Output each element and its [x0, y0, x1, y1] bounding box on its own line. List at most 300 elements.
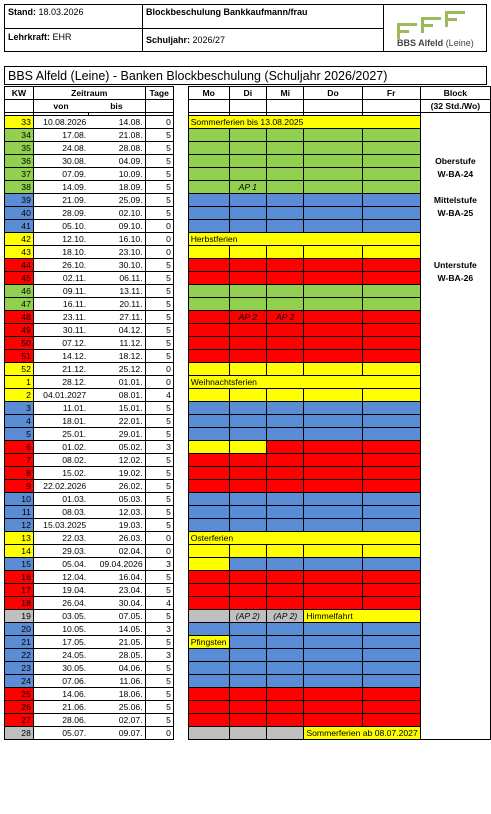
von-cell: 14.09.: [33, 181, 88, 194]
day-cell: [188, 155, 229, 168]
block-cell: [420, 246, 490, 259]
day-cell: [229, 298, 266, 311]
kw-cell: 39: [5, 194, 34, 207]
von-cell: 28.12.: [33, 376, 88, 389]
block-cell: [420, 298, 490, 311]
day-cell: [267, 259, 304, 272]
day-cell: [229, 155, 266, 168]
day-note-cell: Himmelfahrt: [304, 610, 420, 623]
bis-cell: 02.04.: [88, 545, 145, 558]
tage-cell: 5: [145, 714, 173, 727]
bis-cell: 18.12.: [88, 350, 145, 363]
table-row: [5, 363, 491, 376]
day-cell: [229, 493, 266, 506]
day-cell: [362, 571, 420, 584]
tage-cell: 5: [145, 168, 173, 181]
separator: [173, 727, 188, 740]
day-cell: [229, 584, 266, 597]
day-cell: [304, 246, 362, 259]
day-cell: [188, 623, 229, 636]
table-row: [5, 493, 491, 506]
separator: [173, 116, 188, 129]
separator: [173, 623, 188, 636]
day-cell: [188, 558, 229, 571]
day-cell: [304, 597, 362, 610]
kw-cell: 13: [5, 532, 34, 545]
von-cell: 23.11.: [33, 311, 88, 324]
table-row: [5, 701, 491, 714]
stand-label: Stand:: [8, 7, 36, 17]
block-cell: [420, 545, 490, 558]
von-cell: 07.09.: [33, 168, 88, 181]
tage-cell: 0: [145, 233, 173, 246]
block-cell: [420, 727, 490, 740]
bis-cell: 25.06.: [88, 701, 145, 714]
page-title: BBS Alfeld (Leine) - Banken Blockbeschulung (Schuljahr 2026/2027): [4, 66, 487, 85]
kw-cell: 25: [5, 688, 34, 701]
von-cell: 17.08.: [33, 129, 88, 142]
day-cell: [229, 701, 266, 714]
day-cell: [362, 363, 420, 376]
day-note-cell: Weihnachtsferien: [188, 376, 420, 389]
day-cell: [362, 402, 420, 415]
table-row: [5, 480, 491, 493]
block-cell: [420, 402, 490, 415]
bis-cell: 27.11.: [88, 311, 145, 324]
block-code-unterstufe: W-BA-26: [420, 272, 490, 285]
day-cell: [267, 142, 304, 155]
day-cell: [188, 337, 229, 350]
day-cell: [229, 389, 266, 402]
header-kw: KW: [5, 87, 34, 100]
tage-cell: 3: [145, 623, 173, 636]
tage-cell: 5: [145, 454, 173, 467]
day-cell: [267, 402, 304, 415]
bis-cell: 07.05.: [88, 610, 145, 623]
day-cell: [362, 636, 420, 649]
table-row: [5, 220, 491, 233]
day-cell: [188, 363, 229, 376]
day-cell: [267, 181, 304, 194]
kw-cell: 3: [5, 402, 34, 415]
day-cell: [362, 649, 420, 662]
day-cell: [229, 649, 266, 662]
separator: [173, 155, 188, 168]
separator: [173, 246, 188, 259]
separator: [173, 194, 188, 207]
bis-cell: 10.09.: [88, 168, 145, 181]
day-cell: [188, 571, 229, 584]
table-row: [5, 155, 491, 168]
day-cell: [304, 285, 362, 298]
day-cell: [304, 506, 362, 519]
table-row: [5, 597, 491, 610]
day-cell: [362, 519, 420, 532]
day-cell: [229, 714, 266, 727]
block-cell: [420, 142, 490, 155]
block-cell: [420, 701, 490, 714]
day-cell: [229, 506, 266, 519]
day-cell: [188, 506, 229, 519]
block-cell: [420, 649, 490, 662]
von-cell: 22.03.: [33, 532, 88, 545]
day-cell: [304, 168, 362, 181]
tage-cell: 5: [145, 155, 173, 168]
bis-cell: 09.07.: [88, 727, 145, 740]
day-cell: [188, 610, 229, 623]
day-cell: [188, 441, 229, 454]
von-cell: 18.01.: [33, 415, 88, 428]
day-cell: [188, 545, 229, 558]
school-logo: [391, 7, 487, 51]
day-cell: [304, 714, 362, 727]
separator: [173, 389, 188, 402]
table-row: [5, 285, 491, 298]
kw-cell: 18: [5, 597, 34, 610]
header-kw-empty: [5, 100, 34, 113]
day-cell: [267, 389, 304, 402]
day-cell: [362, 142, 420, 155]
day-cell: [304, 662, 362, 675]
separator: [173, 636, 188, 649]
von-cell: 10.05.: [33, 623, 88, 636]
block-cell: [420, 662, 490, 675]
von-cell: 30.08.: [33, 155, 88, 168]
kw-cell: 2: [5, 389, 34, 402]
von-cell: 24.08.: [33, 142, 88, 155]
day-cell: [362, 324, 420, 337]
kw-cell: 27: [5, 714, 34, 727]
day-cell: [267, 298, 304, 311]
day-cell: [267, 727, 304, 740]
von-cell: 17.05.: [33, 636, 88, 649]
day-cell: [229, 571, 266, 584]
separator: [173, 649, 188, 662]
header-day-0: Mo: [188, 87, 229, 100]
kw-cell: 17: [5, 584, 34, 597]
von-cell: 01.02.: [33, 441, 88, 454]
kw-cell: 37: [5, 168, 34, 181]
day-cell: [229, 480, 266, 493]
separator: [173, 363, 188, 376]
von-cell: 22.02.2026: [33, 480, 88, 493]
day-cell: [188, 272, 229, 285]
separator: [173, 571, 188, 584]
bis-cell: 29.01.: [88, 428, 145, 441]
day-cell: [267, 701, 304, 714]
lehrkraft-value: EHR: [52, 32, 72, 42]
separator: [173, 506, 188, 519]
day-note-cell: Pfingsten: [188, 636, 229, 649]
day-cell: [267, 506, 304, 519]
day-cell: [188, 142, 229, 155]
table-row: [5, 623, 491, 636]
table-row: [5, 519, 491, 532]
bis-cell: 30.04.: [88, 597, 145, 610]
kw-cell: 22: [5, 649, 34, 662]
tage-cell: 5: [145, 402, 173, 415]
header-day-empty: [229, 100, 266, 113]
tage-cell: 5: [145, 181, 173, 194]
separator: [173, 233, 188, 246]
day-cell: [188, 129, 229, 142]
von-cell: 21.12.: [33, 363, 88, 376]
day-cell: [229, 428, 266, 441]
day-cell: [304, 363, 362, 376]
bis-cell: 18.09.: [88, 181, 145, 194]
day-cell: [267, 363, 304, 376]
header-block: Block: [420, 87, 490, 100]
day-cell: [304, 415, 362, 428]
block-cell: [420, 441, 490, 454]
document-header: [4, 4, 487, 52]
kw-cell: 1: [5, 376, 34, 389]
table-row: [5, 233, 491, 246]
block-cell: [420, 311, 490, 324]
table-row: [5, 350, 491, 363]
block-cell: [420, 181, 490, 194]
table-row: [5, 610, 491, 623]
day-cell: [304, 259, 362, 272]
kw-cell: 19: [5, 610, 34, 623]
separator: [173, 168, 188, 181]
block-cell: [420, 454, 490, 467]
day-cell: [229, 636, 266, 649]
tage-cell: 4: [145, 389, 173, 402]
table-row: [5, 675, 491, 688]
lehrkraft: [8, 32, 72, 42]
separator: [173, 701, 188, 714]
day-cell: [362, 675, 420, 688]
table-row: [5, 337, 491, 350]
von-cell: 14.06.: [33, 688, 88, 701]
day-cell: [362, 480, 420, 493]
tage-cell: 5: [145, 610, 173, 623]
header-day-empty: [362, 100, 420, 113]
bis-cell: 18.06.: [88, 688, 145, 701]
tage-cell: 5: [145, 285, 173, 298]
separator: [173, 350, 188, 363]
day-cell: [267, 493, 304, 506]
day-cell: [267, 480, 304, 493]
table-row: [5, 467, 491, 480]
von-cell: 18.10.: [33, 246, 88, 259]
tage-cell: 0: [145, 532, 173, 545]
tage-cell: 5: [145, 701, 173, 714]
separator: [173, 519, 188, 532]
kw-cell: 4: [5, 415, 34, 428]
tage-cell: 5: [145, 415, 173, 428]
separator: [173, 454, 188, 467]
block-cell: [420, 636, 490, 649]
bis-cell: 19.02.: [88, 467, 145, 480]
day-cell: [229, 207, 266, 220]
day-cell: [362, 454, 420, 467]
day-cell: [362, 415, 420, 428]
kw-cell: 34: [5, 129, 34, 142]
schedule-table: [4, 86, 491, 740]
day-cell: [304, 454, 362, 467]
von-cell: 15.02.: [33, 467, 88, 480]
day-cell: [229, 142, 266, 155]
day-cell: [229, 363, 266, 376]
von-cell: 25.01.: [33, 428, 88, 441]
von-cell: 05.10.: [33, 220, 88, 233]
day-cell: [188, 194, 229, 207]
tage-cell: 5: [145, 636, 173, 649]
day-cell: [362, 714, 420, 727]
day-cell: [188, 324, 229, 337]
stand-value: 18.03.2026: [38, 7, 84, 17]
day-cell: [267, 324, 304, 337]
day-cell: [229, 558, 266, 571]
kw-cell: 42: [5, 233, 34, 246]
day-cell: [267, 350, 304, 363]
day-cell: [229, 454, 266, 467]
kw-cell: 50: [5, 337, 34, 350]
day-cell: [188, 415, 229, 428]
von-cell: 10.08.2026: [33, 116, 88, 129]
von-cell: 07.06.: [33, 675, 88, 688]
bis-cell: 09.04.2026: [88, 558, 145, 571]
block-cell: [420, 623, 490, 636]
block-cell: [420, 688, 490, 701]
von-cell: 02.11.: [33, 272, 88, 285]
block-cell: [420, 285, 490, 298]
day-cell: [304, 428, 362, 441]
von-cell: 26.10.: [33, 259, 88, 272]
bis-cell: 04.12.: [88, 324, 145, 337]
block-code-oberstufe: W-BA-24: [420, 168, 490, 181]
day-cell: [267, 194, 304, 207]
tage-cell: 5: [145, 142, 173, 155]
von-cell: 01.03.: [33, 493, 88, 506]
day-cell: [362, 207, 420, 220]
day-cell: [267, 545, 304, 558]
von-cell: 08.03.: [33, 506, 88, 519]
day-cell: [188, 181, 229, 194]
separator: [173, 584, 188, 597]
day-cell: [362, 623, 420, 636]
bis-cell: 12.02.: [88, 454, 145, 467]
day-cell: [362, 337, 420, 350]
tage-cell: 4: [145, 597, 173, 610]
kw-cell: 12: [5, 519, 34, 532]
day-cell: [229, 168, 266, 181]
bis-cell: 01.01.: [88, 376, 145, 389]
day-cell: [362, 506, 420, 519]
day-cell: [304, 623, 362, 636]
day-cell: [267, 584, 304, 597]
day-cell: [267, 519, 304, 532]
tage-cell: 5: [145, 519, 173, 532]
day-cell: [267, 246, 304, 259]
block-cell: [420, 324, 490, 337]
day-cell: [188, 246, 229, 259]
table-row: [5, 662, 491, 675]
table-row: [5, 558, 491, 571]
kw-cell: 9: [5, 480, 34, 493]
bis-cell: 16.10.: [88, 233, 145, 246]
kw-cell: 8: [5, 467, 34, 480]
day-cell: [304, 324, 362, 337]
table-row: [5, 714, 491, 727]
block-cell: [420, 350, 490, 363]
day-cell: [304, 480, 362, 493]
kw-cell: 35: [5, 142, 34, 155]
von-cell: 29.03.: [33, 545, 88, 558]
table-row: [5, 324, 491, 337]
block-name-mittelstufe: Mittelstufe: [420, 194, 490, 207]
table-row: [5, 454, 491, 467]
header-day-4: Fr: [362, 87, 420, 100]
kw-cell: 24: [5, 675, 34, 688]
day-cell: [229, 623, 266, 636]
day-cell: [362, 701, 420, 714]
day-cell: [304, 558, 362, 571]
kw-cell: 52: [5, 363, 34, 376]
day-cell: [188, 688, 229, 701]
day-cell: [267, 649, 304, 662]
von-cell: 24.05.: [33, 649, 88, 662]
tage-cell: 5: [145, 311, 173, 324]
bis-cell: 23.10.: [88, 246, 145, 259]
bis-cell: 04.06.: [88, 662, 145, 675]
day-cell: [267, 337, 304, 350]
day-cell: [188, 207, 229, 220]
separator: [173, 415, 188, 428]
table-row: [5, 207, 491, 220]
bis-cell: 02.10.: [88, 207, 145, 220]
header-day-empty: [188, 100, 229, 113]
table-row: [5, 272, 491, 285]
kw-cell: 5: [5, 428, 34, 441]
block-cell: [420, 116, 490, 129]
separator: [173, 298, 188, 311]
header-day-empty: [304, 100, 362, 113]
separator: [173, 376, 188, 389]
separator: [173, 558, 188, 571]
day-cell: [229, 545, 266, 558]
header-tage-empty: [145, 100, 173, 113]
day-cell: [188, 428, 229, 441]
tage-cell: 5: [145, 259, 173, 272]
separator: [173, 441, 188, 454]
block-cell: [420, 415, 490, 428]
day-cell: [188, 285, 229, 298]
von-cell: 15.03.2025: [33, 519, 88, 532]
day-cell: [267, 675, 304, 688]
tage-cell: 0: [145, 220, 173, 233]
separator: [173, 337, 188, 350]
header-tage: Tage: [145, 87, 173, 100]
tage-cell: 5: [145, 337, 173, 350]
day-cell: [304, 441, 362, 454]
day-cell: [362, 194, 420, 207]
tage-cell: 5: [145, 350, 173, 363]
block-cell: [420, 558, 490, 571]
day-cell: [188, 467, 229, 480]
separator: [173, 100, 188, 113]
separator: [173, 493, 188, 506]
table-row: [5, 649, 491, 662]
separator: [173, 181, 188, 194]
block-code-mittelstufe: W-BA-25: [420, 207, 490, 220]
day-cell: [267, 415, 304, 428]
table-row: [5, 259, 491, 272]
day-cell: (AP 2): [229, 610, 266, 623]
day-cell: [362, 584, 420, 597]
